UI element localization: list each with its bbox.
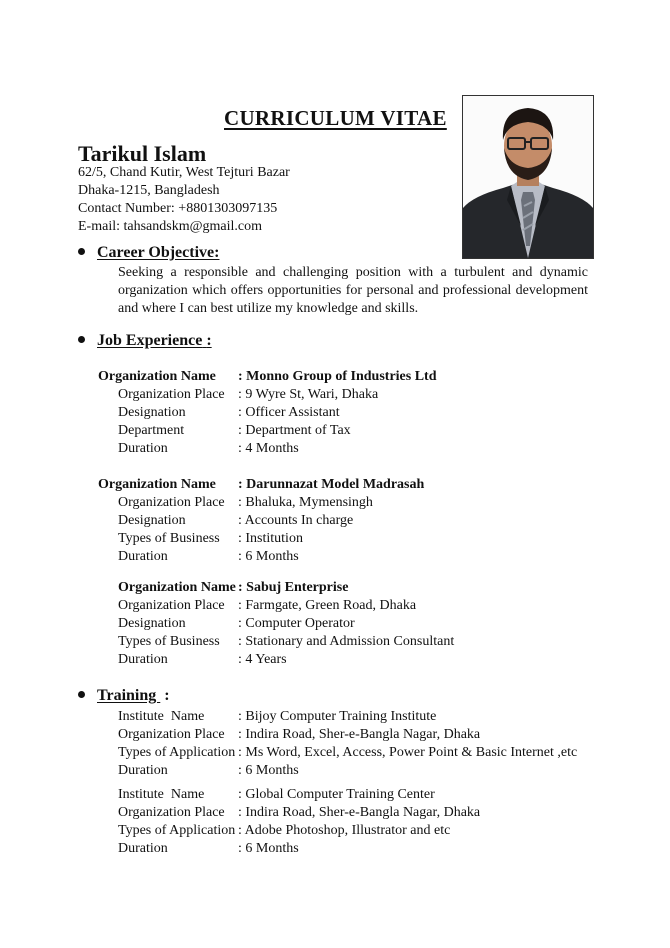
profile-photo bbox=[462, 95, 594, 259]
contact-number: Contact Number: +8801303097135 bbox=[78, 201, 278, 216]
career-objective-text: Seeking a responsible and challenging position with a turbulent and dynamic organization which offers opportunities for personal and professional development and where I can best utilize my knowledge and skills. bbox=[118, 265, 588, 316]
email: E-mail: tahsandskm@gmail.com bbox=[78, 219, 262, 234]
bullet-icon bbox=[78, 248, 85, 255]
job-experience-title: Job Experience bbox=[97, 332, 203, 349]
career-objective-heading: Career Objective: bbox=[78, 244, 219, 262]
bullet-icon bbox=[78, 336, 85, 343]
training-title: Training bbox=[97, 687, 161, 704]
person-portrait-icon bbox=[463, 96, 593, 258]
candidate-name: Tarikul Islam bbox=[78, 141, 207, 166]
address-line-2: Dhaka-1215, Bangladesh bbox=[78, 183, 220, 198]
document-title: CURRICULUM VITAE bbox=[224, 106, 447, 130]
training-heading: Training : bbox=[78, 687, 170, 705]
job-experience-heading: Job Experience : bbox=[78, 332, 212, 350]
bullet-icon bbox=[78, 691, 85, 698]
address-line-1: 62/5, Chand Kutir, West Tejturi Bazar bbox=[78, 165, 290, 180]
contact-block bbox=[78, 164, 290, 236]
